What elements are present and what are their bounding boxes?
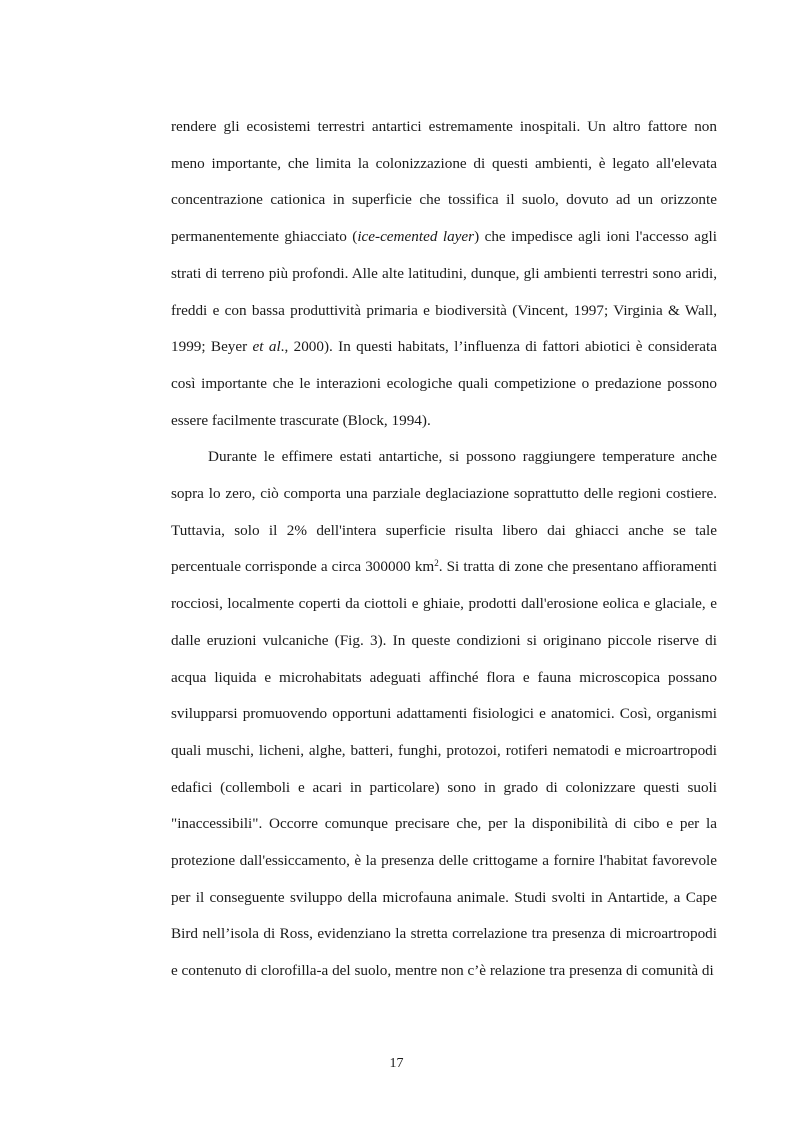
italic-et-al: et al — [252, 338, 281, 356]
text-segment: rendere gli ecosistemi terrestri antartici estremamente inospitali. Un altro fattore non meno importante, che limita la colonizzazione di questi ambienti, è legato all'elevata concentrazione cationica in superficie che tossifica il suolo, dovuto ad un orizzonte permanentemente ghiacciato ( — [171, 118, 717, 246]
italic-term-ice-cemented-layer: ice-cemented layer — [357, 228, 475, 246]
body-text — [171, 109, 717, 990]
superscript-2: 2 — [434, 558, 439, 569]
text-segment: ) che impedisce agli ioni l'accesso agli strati di terreno più profondi. Alle alte latitudini, dunque, gli ambienti terrestri sono aridi, freddi e con bassa produttività primaria e biodiversità (Vincent, 1997; Virginia & Wall, 1999; Beyer — [171, 228, 718, 356]
text-segment: . Si tratta di zone che presentano affioramenti rocciosi, localmente coperti da ciottoli e ghiaie, prodotti dall'erosione eolica e glaciale, e dalle eruzioni vulcaniche (Fig. 3). In queste condizioni si originano piccole riserve di acqua liquida e microhabitats adeguati affinché flora e fauna microscopica possano svilupparsi promuovendo opportuni adattamenti fisiologici e anatomici. Così, organismi quali muschi, licheni, alghe, batteri, funghi, protozoi, rotiferi nematodi e microartropodi edafici (collemboli e acari in particolare) sono in grado di colonizzare questi suoli "inaccessibili". Occorre comunque precisare che, per la disponibilità di cibo e per la protezione dall'essiccamento, è la presenza delle crittogame a fornire l'habitat favorevole per il conseguente sviluppo della microfauna animale. Studi svolti in Antartide, a Cape Bird nell’isola di Ross, evidenziano la stretta correlazione tra presenza di microartropodi e contenuto di clorofilla-a del suolo, mentre non c’è relazione tra presenza di comunità di — [171, 558, 717, 980]
paragraph-1 — [171, 109, 717, 439]
page-number: 17 — [389, 1056, 404, 1071]
text-segment: ., 2000). In questi habitats, l’influenza di fattori abiotici è considerata così importante che le interazioni ecologiche quali competizione o predazione possono essere facilmente trascurate (Block, 1994). — [171, 338, 718, 429]
paragraph-2 — [171, 439, 717, 990]
text-segment: Durante le effimere estati antartiche, si possono raggiungere temperature anche sopra lo zero, ciò comporta una parziale deglaciazione soprattutto delle regioni costiere. Tuttavia, solo il 2% dell'intera superficie risulta libero dai ghiacci anche se tale percentuale corrisponde a circa 300000 km — [171, 448, 717, 576]
